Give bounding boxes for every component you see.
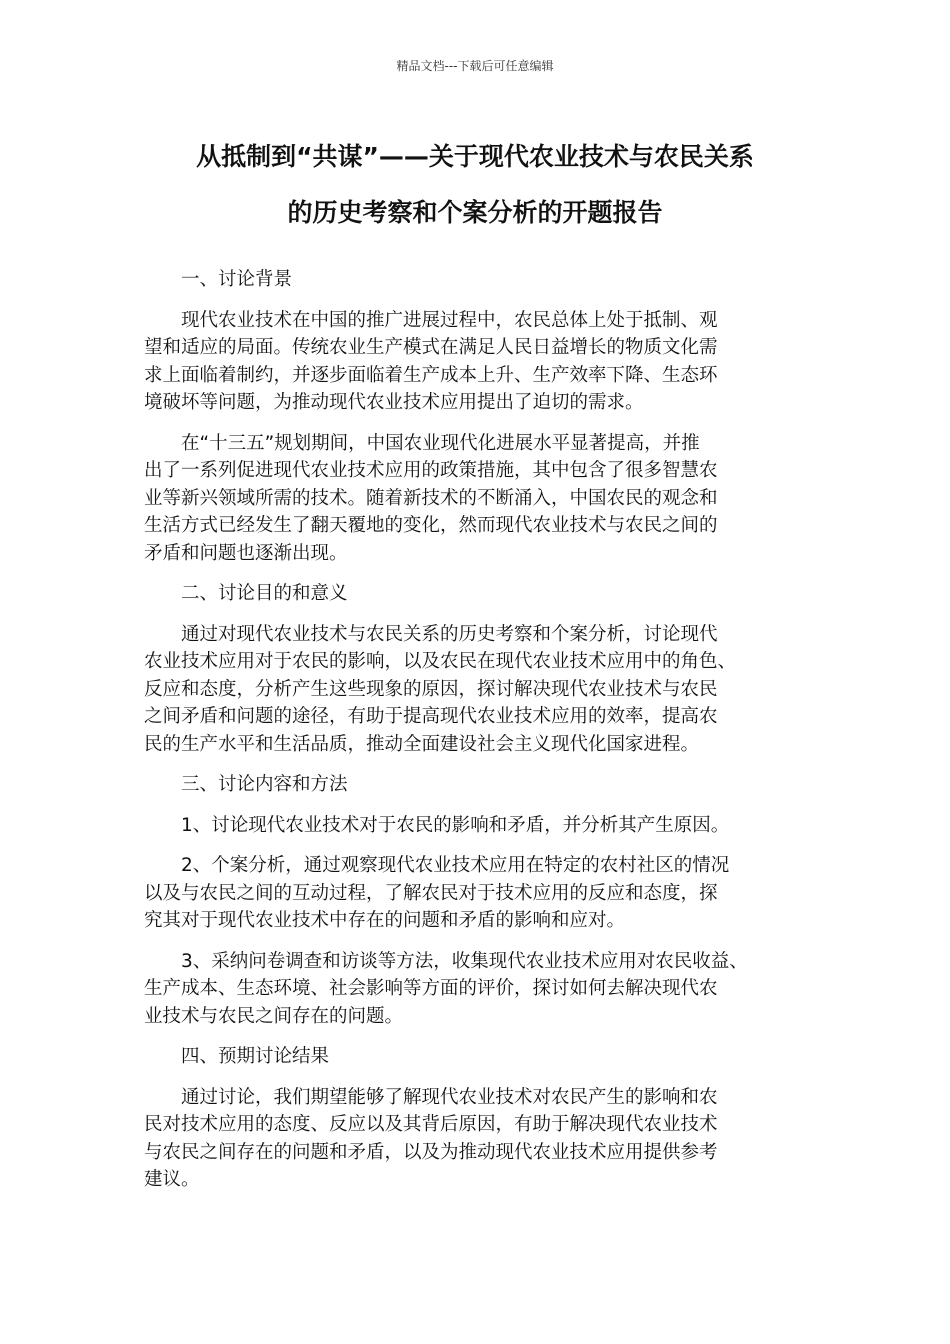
paragraph-content-3: 3、采纳问卷调查和访谈等方法，收集现代农业技术应用对农民收益、 生产成本、生态环境、社会影响等方面的评价，探讨如何去解决现代农 业技术与农民之间存在的问题。 [144, 950, 748, 1027]
header-note: 精品文档---下载后可任意编辑 [396, 59, 554, 73]
paragraph-content-2: 2、个案分析，通过观察现代农业技术应用在特定的农村社区的情况 以及与农民之间的互动过程，了解农民对于技术应用的反应和态度，探 究其对于现代农业技术中存在的问题和矛盾的影响和应对。 [144, 855, 730, 931]
paragraph-content-1: 1、讨论现代农业技术对于农民的影响和矛盾，并分析其产生原因。 [181, 814, 730, 836]
section-heading-background: 一、讨论背景 [181, 269, 293, 290]
section-heading-content: 三、讨论内容和方法 [181, 774, 348, 795]
document-title-line-1: 从抵制到“共谋”——关于现代农业技术与农民关系 [196, 142, 754, 171]
paragraph-background-2: 在“十三五”规划期间，中国农业现代化进展水平显著提高，并推 出了一系列促进现代农业技术应用的政策措施，其中包含了很多智慧农 业等新兴领域所需的技术。随着新技术的不断涌入，中国农民的观念和 生活方式已经发生了翻天覆地的变化，然而现代农业技术与农民之间的 矛盾和问题也逐渐出现。 [144, 432, 718, 564]
document-title-line-2: 的历史考察和个案分析的开题报告 [287, 198, 663, 227]
paragraph-purpose-1: 通过对现代农业技术与农民关系的历史考察和个案分析，讨论现代 农业技术应用对于农民的影响，以及农民在现代农业技术应用中的角色、 反应和态度，分析产生这些现象的原因，探讨解决现代农业技术与农民 之间矛盾和问题的途径，有助于提高现代农业技术应用的效率，提高农 民的生产水平和生活品质，推动全面建设社会主义现代化国家进程。 [144, 623, 737, 755]
section-heading-results: 四、预期讨论结果 [181, 1046, 330, 1067]
paragraph-background-1: 现代农业技术在中国的推广进展过程中，农民总体上处于抵制、观 望和适应的局面。传统农业生产模式在满足人民日益增长的物质文化需 求上面临着制约，并逐步面临着生产成本上升、生产效率下降、生态环 境破坏等问题，为推动现代农业技术应用提出了迫切的需求。 [144, 309, 718, 413]
paragraph-results-1: 通过讨论，我们期望能够了解现代农业技术对农民产生的影响和农 民对技术应用的态度、反应以及其背后原因，有助于解决现代农业技术 与农民之间存在的问题和矛盾，以及为推动现代农业技术应用提供参考 建议。 [144, 1086, 718, 1190]
document-body [144, 266, 814, 1207]
section-heading-purpose: 二、讨论目的和意义 [181, 583, 348, 604]
